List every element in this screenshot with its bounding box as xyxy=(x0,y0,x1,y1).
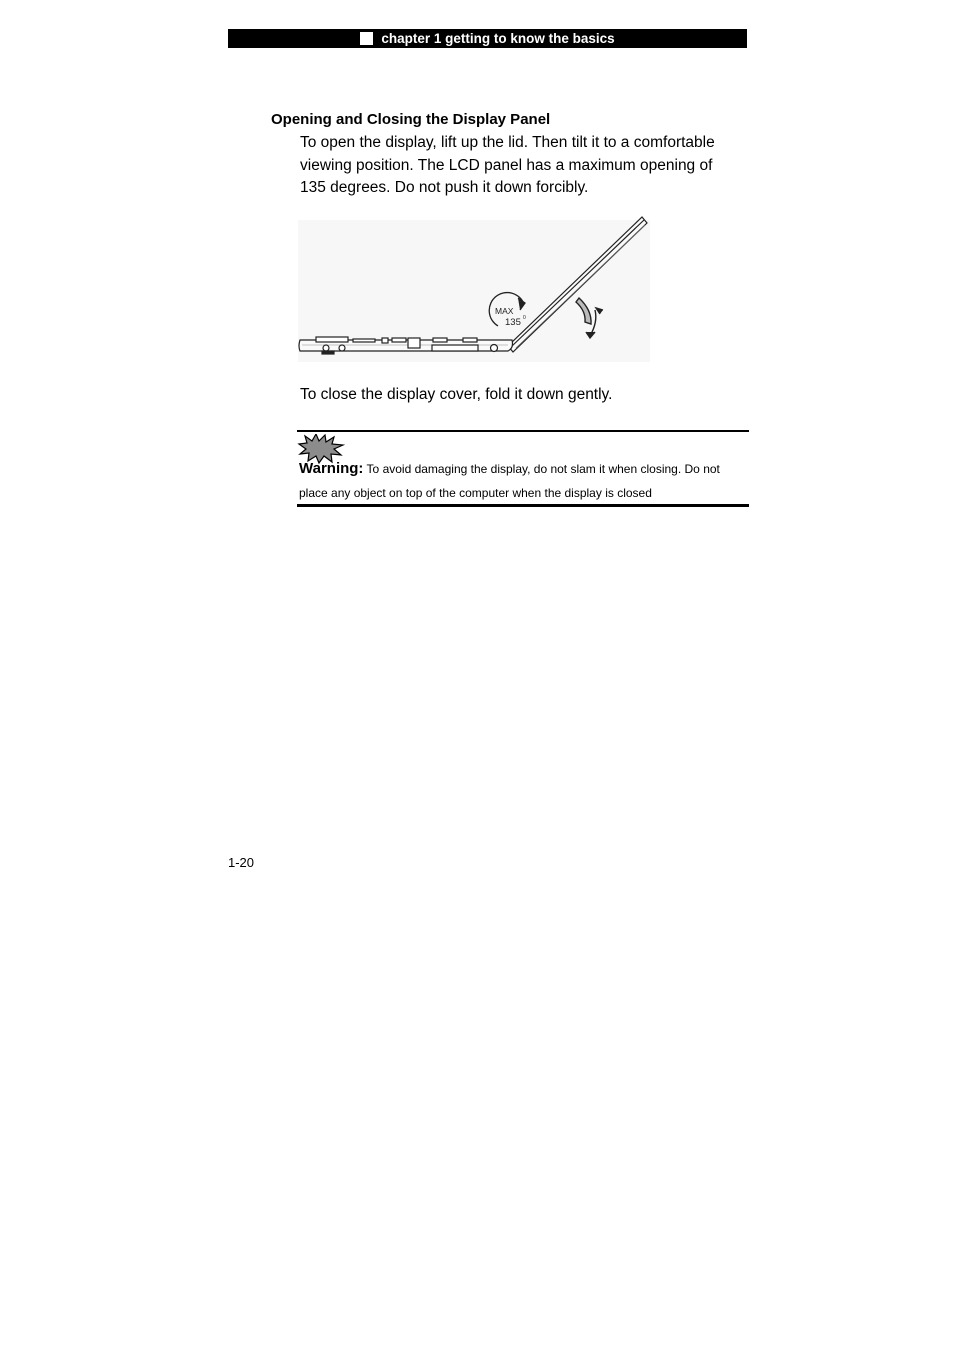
warning-message: To avoid damaging the display, do not slam it when closing. Do not place any object on top of the computer when the display is closed xyxy=(299,462,720,500)
paragraph-open-display: To open the display, lift up the lid. Then tilt it to a comfortable viewing position. The LCD panel has a maximum opening of 135 degrees. Do not push it down forcibly. xyxy=(300,134,715,196)
warning-box xyxy=(297,430,749,507)
angle-label: 135 xyxy=(505,317,521,328)
max-label: MAX xyxy=(495,306,514,316)
degree-symbol: 0 xyxy=(523,315,526,321)
laptop-open-diagram xyxy=(298,214,650,362)
square-bullet-icon xyxy=(360,32,373,45)
chapter-title: chapter 1 getting to know the basics xyxy=(381,31,615,46)
chapter-header-bar xyxy=(228,29,747,48)
page-number: 1-20 xyxy=(228,855,255,870)
section-heading: Opening and Closing the Display Panel xyxy=(271,111,551,128)
warning-text xyxy=(299,457,751,505)
paragraph-close-display: To close the display cover, fold it down gently. xyxy=(300,386,613,403)
laptop-base xyxy=(299,337,513,354)
warning-label: Warning: xyxy=(299,460,364,477)
